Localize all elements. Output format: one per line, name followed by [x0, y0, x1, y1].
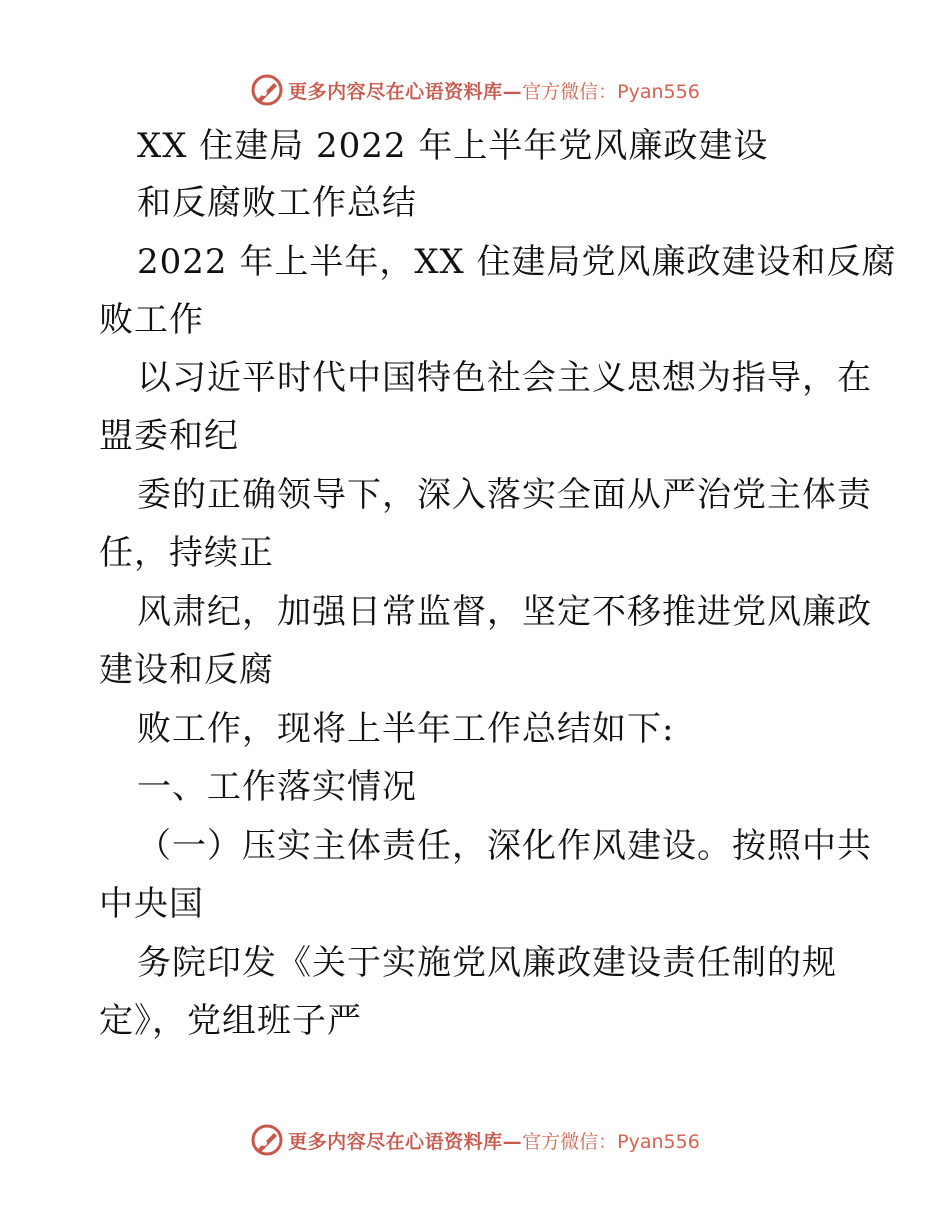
- watermark-banner-top: [0, 70, 950, 110]
- text-line: 务院印发《关于实施党风廉政建设责任制的规: [137, 943, 837, 983]
- text-line: 以习近平时代中国特色社会主义思想为指导，在: [137, 358, 872, 398]
- text-line: （一）压实主体责任，深化作风建设。按照中共: [137, 826, 872, 866]
- text-line: 任，持续正: [99, 533, 274, 573]
- text-line: 中央国: [99, 884, 204, 924]
- pen-logo-icon: [250, 1123, 284, 1157]
- watermark-contact: 官方微信：Pyan556: [522, 1130, 700, 1153]
- text-line: 和反腐败工作总结: [137, 183, 417, 223]
- text-line: 败工作: [99, 300, 204, 340]
- text-line: 定》，党组班子严: [99, 1001, 362, 1041]
- text-line: 盟委和纪: [99, 416, 239, 456]
- text-line: XX 住建局 2022 年上半年党风廉政建设: [137, 126, 769, 166]
- pen-logo-icon: [250, 73, 284, 107]
- text-line: 建设和反腐: [99, 650, 274, 690]
- watermark-text: 更多内容尽在心语资料库—: [288, 80, 523, 103]
- watermark-contact: 官方微信：Pyan556: [522, 80, 700, 103]
- section-heading: 一、工作落实情况: [137, 767, 417, 807]
- text-line: 败工作，现将上半年工作总结如下:: [137, 709, 675, 749]
- text-line: 委的正确领导下，深入落实全面从严治党主体责: [137, 475, 872, 515]
- text-line: 2022 年上半年，XX 住建局党风廉政建设和反腐: [137, 242, 897, 282]
- watermark-banner-bottom: [0, 1120, 950, 1160]
- watermark-text: 更多内容尽在心语资料库—: [288, 1130, 523, 1153]
- text-line: 风肃纪，加强日常监督，坚定不移推进党风廉政: [137, 592, 872, 632]
